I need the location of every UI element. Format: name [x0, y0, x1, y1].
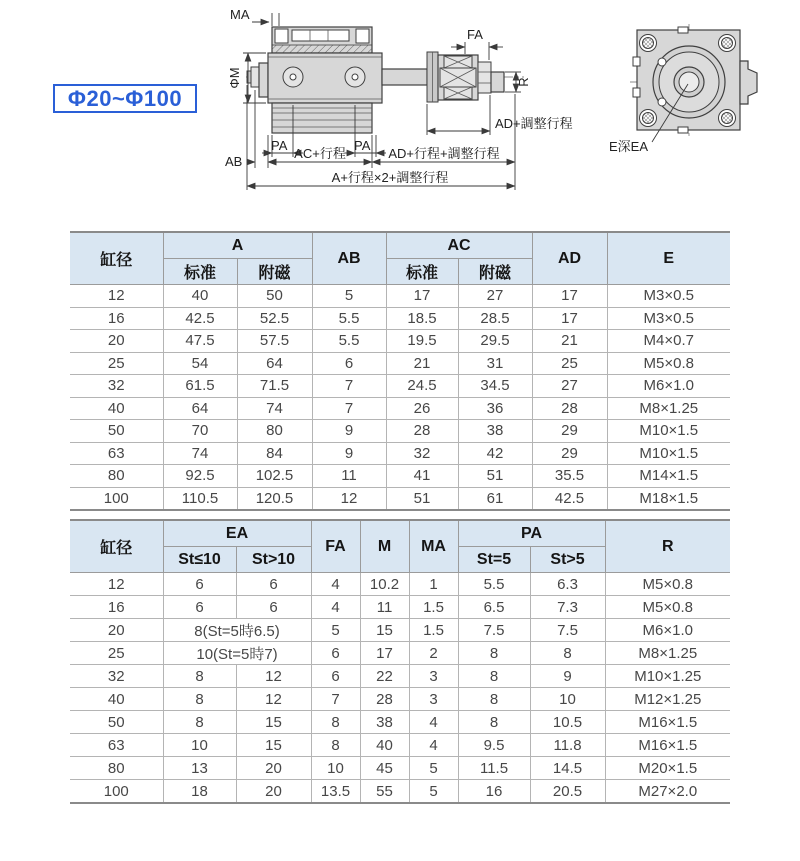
table-cell: 10 — [163, 734, 236, 757]
table-cell: M5×0.8 — [605, 573, 730, 596]
table-cell: 51 — [386, 487, 458, 510]
table-cell: 17 — [386, 285, 458, 308]
table-cell: 5 — [409, 780, 458, 804]
table-cell: 7 — [312, 375, 386, 398]
table-cell: 25 — [70, 642, 163, 665]
table-cell: M10×1.5 — [607, 420, 730, 443]
table-cell: 42 — [458, 442, 532, 465]
table-cell: 6 — [236, 596, 311, 619]
table-cell: 40 — [163, 285, 237, 308]
table-cell: 8 — [458, 642, 530, 665]
table-cell: 5.5 — [312, 307, 386, 330]
table-row — [70, 352, 730, 375]
col-header-ea: EA — [163, 520, 311, 547]
table-cell: M8×1.25 — [605, 642, 730, 665]
table-cell: 71.5 — [237, 375, 312, 398]
table-row — [70, 734, 730, 757]
dim-label-pa-right: PA — [354, 138, 371, 153]
table-cell: 42.5 — [163, 307, 237, 330]
table-cell: 9.5 — [458, 734, 530, 757]
table-cell: 27 — [458, 285, 532, 308]
table-cell: 12 — [312, 487, 386, 510]
table-cell: M12×1.25 — [605, 688, 730, 711]
table-cell: 8 — [163, 665, 236, 688]
col-header-m: M — [360, 520, 409, 573]
table-cell: 64 — [163, 397, 237, 420]
dim-label-phi-m: ΦM — [227, 67, 242, 89]
table-cell: 8(St=5時6.5) — [163, 619, 311, 642]
table-cell: 92.5 — [163, 465, 237, 488]
table-cell: 51 — [458, 465, 532, 488]
table-cell: 42.5 — [532, 487, 607, 510]
table-cell: 8 — [530, 642, 605, 665]
table-cell: 6 — [312, 352, 386, 375]
table-cell: 10(St=5時7) — [163, 642, 311, 665]
table-cell: 10 — [530, 688, 605, 711]
table-cell: 52.5 — [237, 307, 312, 330]
dim-label-ad-adjust: AD+調整行程 — [495, 116, 573, 131]
table-cell: M14×1.5 — [607, 465, 730, 488]
table-cell: 38 — [360, 711, 409, 734]
table-cell: M6×1.0 — [605, 619, 730, 642]
col-header-ea-st-gt10: St>10 — [236, 547, 311, 573]
table-cell: 8 — [458, 688, 530, 711]
table-cell: 1 — [409, 573, 458, 596]
table-cell: 6 — [163, 573, 236, 596]
col-header-pa-st-eq5: St=5 — [458, 547, 530, 573]
col-header-ab: AB — [312, 232, 386, 285]
table-cell: 25 — [70, 352, 163, 375]
table-cell: M5×0.8 — [605, 596, 730, 619]
table-cell: 18.5 — [386, 307, 458, 330]
table-cell: 7.5 — [530, 619, 605, 642]
table-cell: 11.5 — [458, 757, 530, 780]
table-cell: 19.5 — [386, 330, 458, 353]
col-header-r: R — [605, 520, 730, 573]
col-header-bore: 缸径 — [70, 232, 163, 285]
dim-label-a-total: A+行程×2+調整行程 — [331, 170, 449, 185]
table-cell: 21 — [386, 352, 458, 375]
table-cell: M10×1.5 — [607, 442, 730, 465]
table-cell: 6 — [311, 642, 360, 665]
table-row — [70, 619, 730, 642]
table-cell: 17 — [532, 307, 607, 330]
table-cell: 61.5 — [163, 375, 237, 398]
table-cell: 16 — [458, 780, 530, 804]
table-row — [70, 780, 730, 804]
col-header-a-magnet: 附磁 — [237, 259, 312, 285]
col-header-a-standard: 标准 — [163, 259, 237, 285]
table-cell: 25 — [532, 352, 607, 375]
table-cell: 20 — [236, 780, 311, 804]
table-cell: 26 — [386, 397, 458, 420]
table-cell: 4 — [409, 734, 458, 757]
table-cell: 54 — [163, 352, 237, 375]
table-cell: 20 — [70, 330, 163, 353]
table-cell: 9 — [312, 420, 386, 443]
table-cell: 5 — [312, 285, 386, 308]
col-header-e: E — [607, 232, 730, 285]
table-row — [70, 596, 730, 619]
table-cell: 34.5 — [458, 375, 532, 398]
table-cell: M5×0.8 — [607, 352, 730, 375]
table-cell: 63 — [70, 442, 163, 465]
table-cell: 57.5 — [237, 330, 312, 353]
table-cell: 63 — [70, 734, 163, 757]
table-row — [70, 285, 730, 308]
dim-label-fa: FA — [467, 27, 483, 42]
table-row — [70, 487, 730, 510]
table-row — [70, 397, 730, 420]
col-header-a: A — [163, 232, 312, 259]
table-cell: 1.5 — [409, 596, 458, 619]
table-cell: 17 — [360, 642, 409, 665]
table-cell: 29 — [532, 442, 607, 465]
table-row — [70, 642, 730, 665]
table-cell: M16×1.5 — [605, 711, 730, 734]
table-cell: 12 — [236, 688, 311, 711]
table-cell: 47.5 — [163, 330, 237, 353]
table-cell: M16×1.5 — [605, 734, 730, 757]
table-cell: 50 — [237, 285, 312, 308]
dim-label-ab: AB — [225, 154, 243, 169]
table-cell: M8×1.25 — [607, 397, 730, 420]
table-cell: 84 — [237, 442, 312, 465]
table-cell: 31 — [458, 352, 532, 375]
table-row — [70, 420, 730, 443]
table-cell: 10.5 — [530, 711, 605, 734]
table-cell: 8 — [163, 688, 236, 711]
table-cell: 64 — [237, 352, 312, 375]
table-row — [70, 307, 730, 330]
table-cell: 28 — [386, 420, 458, 443]
table-row — [70, 757, 730, 780]
table-row — [70, 330, 730, 353]
col-header-ac-magnet: 附磁 — [458, 259, 532, 285]
table-cell: 8 — [458, 665, 530, 688]
table-cell: 13 — [163, 757, 236, 780]
col-header-pa: PA — [458, 520, 605, 547]
table-cell: 18 — [163, 780, 236, 804]
table-cell: 55 — [360, 780, 409, 804]
table-cell: 6.5 — [458, 596, 530, 619]
table-cell: 6 — [311, 665, 360, 688]
table-cell: 80 — [237, 420, 312, 443]
table-cell: 100 — [70, 780, 163, 804]
table-cell: 11.8 — [530, 734, 605, 757]
table-cell: 7.5 — [458, 619, 530, 642]
table-cell: 8 — [163, 711, 236, 734]
table-cell: 80 — [70, 757, 163, 780]
table-row — [70, 688, 730, 711]
table-cell: 11 — [312, 465, 386, 488]
table-cell: 45 — [360, 757, 409, 780]
dim-label-ad-stroke-adjust: AD+行程+調整行程 — [388, 146, 500, 161]
table-cell: 8 — [458, 711, 530, 734]
table-cell: 17 — [532, 285, 607, 308]
col-header-ea-st-le10: St≤10 — [163, 547, 236, 573]
dim-label-ac-stroke: AC+行程 — [294, 146, 346, 161]
table-row — [70, 711, 730, 734]
table-cell: 28.5 — [458, 307, 532, 330]
table-cell: 15 — [236, 734, 311, 757]
table-cell: 29 — [532, 420, 607, 443]
table-cell: 22 — [360, 665, 409, 688]
table-cell: 1.5 — [409, 619, 458, 642]
table-cell: 3 — [409, 665, 458, 688]
table-cell: 10.2 — [360, 573, 409, 596]
table-cell: 74 — [237, 397, 312, 420]
table-cell: 32 — [386, 442, 458, 465]
dim-label-pa-left: PA — [271, 138, 288, 153]
table-cell: 35.5 — [532, 465, 607, 488]
table-row — [70, 442, 730, 465]
table-cell: 9 — [312, 442, 386, 465]
table-cell: 74 — [163, 442, 237, 465]
col-header-ad: AD — [532, 232, 607, 285]
table-cell: 5 — [409, 757, 458, 780]
table-cell: M20×1.5 — [605, 757, 730, 780]
table-cell: 12 — [236, 665, 311, 688]
table-cell: 20 — [70, 619, 163, 642]
table-cell: 8 — [311, 711, 360, 734]
table-cell: 27 — [532, 375, 607, 398]
table-row — [70, 375, 730, 398]
col-header-ma: MA — [409, 520, 458, 573]
table-cell: M3×0.5 — [607, 285, 730, 308]
table-cell: 50 — [70, 420, 163, 443]
table-row — [70, 465, 730, 488]
dimensions-table-1 — [70, 231, 730, 511]
table-cell: 41 — [386, 465, 458, 488]
col-header-ac-standard: 标准 — [386, 259, 458, 285]
cylinder-side-view — [246, 27, 524, 133]
table-cell: M10×1.25 — [605, 665, 730, 688]
table-cell: 102.5 — [237, 465, 312, 488]
col-header-ac: AC — [386, 232, 532, 259]
table-cell: 6 — [163, 596, 236, 619]
table-row — [70, 665, 730, 688]
table-cell: 24.5 — [386, 375, 458, 398]
table-cell: 20 — [236, 757, 311, 780]
col-header-fa: FA — [311, 520, 360, 573]
table-cell: 2 — [409, 642, 458, 665]
table-cell: 61 — [458, 487, 532, 510]
table-cell: M3×0.5 — [607, 307, 730, 330]
table-cell: 15 — [360, 619, 409, 642]
table-cell: 32 — [70, 665, 163, 688]
dim-label-e-depth: E深EA — [609, 139, 649, 154]
table-cell: 9 — [530, 665, 605, 688]
table-cell: 110.5 — [163, 487, 237, 510]
table-cell: 12 — [70, 285, 163, 308]
table-cell: M6×1.0 — [607, 375, 730, 398]
table-cell: M27×2.0 — [605, 780, 730, 804]
table-cell: 100 — [70, 487, 163, 510]
col-header-pa-st-gt5: St>5 — [530, 547, 605, 573]
table-cell: 50 — [70, 711, 163, 734]
table-cell: M18×1.5 — [607, 487, 730, 510]
table-cell: 15 — [236, 711, 311, 734]
table-cell: 6.3 — [530, 573, 605, 596]
cylinder-diagram — [222, 0, 800, 205]
dimensions-table-2 — [70, 519, 730, 804]
table-cell: 40 — [360, 734, 409, 757]
table-cell: 4 — [409, 711, 458, 734]
table-cell: 32 — [70, 375, 163, 398]
cylinder-end-view — [609, 24, 757, 154]
dim-label-ma: MA — [230, 7, 250, 22]
table-cell: 3 — [409, 688, 458, 711]
table-cell: 28 — [360, 688, 409, 711]
table-cell: 7 — [311, 688, 360, 711]
table-cell: 20.5 — [530, 780, 605, 804]
table-cell: 38 — [458, 420, 532, 443]
dim-label-r: R — [516, 77, 531, 87]
table-cell: 70 — [163, 420, 237, 443]
table-cell: 16 — [70, 307, 163, 330]
table-cell: 120.5 — [237, 487, 312, 510]
table-cell: 14.5 — [530, 757, 605, 780]
table-cell: 40 — [70, 688, 163, 711]
table-cell: 5.5 — [458, 573, 530, 596]
table-cell: 12 — [70, 573, 163, 596]
table-cell: 80 — [70, 465, 163, 488]
bore-range-badge: Φ20~Φ100 — [53, 84, 197, 113]
table-cell: 29.5 — [458, 330, 532, 353]
table-cell: 5.5 — [312, 330, 386, 353]
table-cell: 16 — [70, 596, 163, 619]
table-row — [70, 573, 730, 596]
table-cell: 36 — [458, 397, 532, 420]
table-cell: 40 — [70, 397, 163, 420]
table-cell: 13.5 — [311, 780, 360, 804]
table-cell: 28 — [532, 397, 607, 420]
table-cell: 4 — [311, 573, 360, 596]
table-cell: 7 — [312, 397, 386, 420]
table-cell: 7.3 — [530, 596, 605, 619]
table-cell: 10 — [311, 757, 360, 780]
col-header-bore: 缸径 — [70, 520, 163, 573]
table-cell: 6 — [236, 573, 311, 596]
table-cell: 5 — [311, 619, 360, 642]
table-cell: 21 — [532, 330, 607, 353]
table-cell: 4 — [311, 596, 360, 619]
table-cell: M4×0.7 — [607, 330, 730, 353]
table-cell: 11 — [360, 596, 409, 619]
table-cell: 8 — [311, 734, 360, 757]
